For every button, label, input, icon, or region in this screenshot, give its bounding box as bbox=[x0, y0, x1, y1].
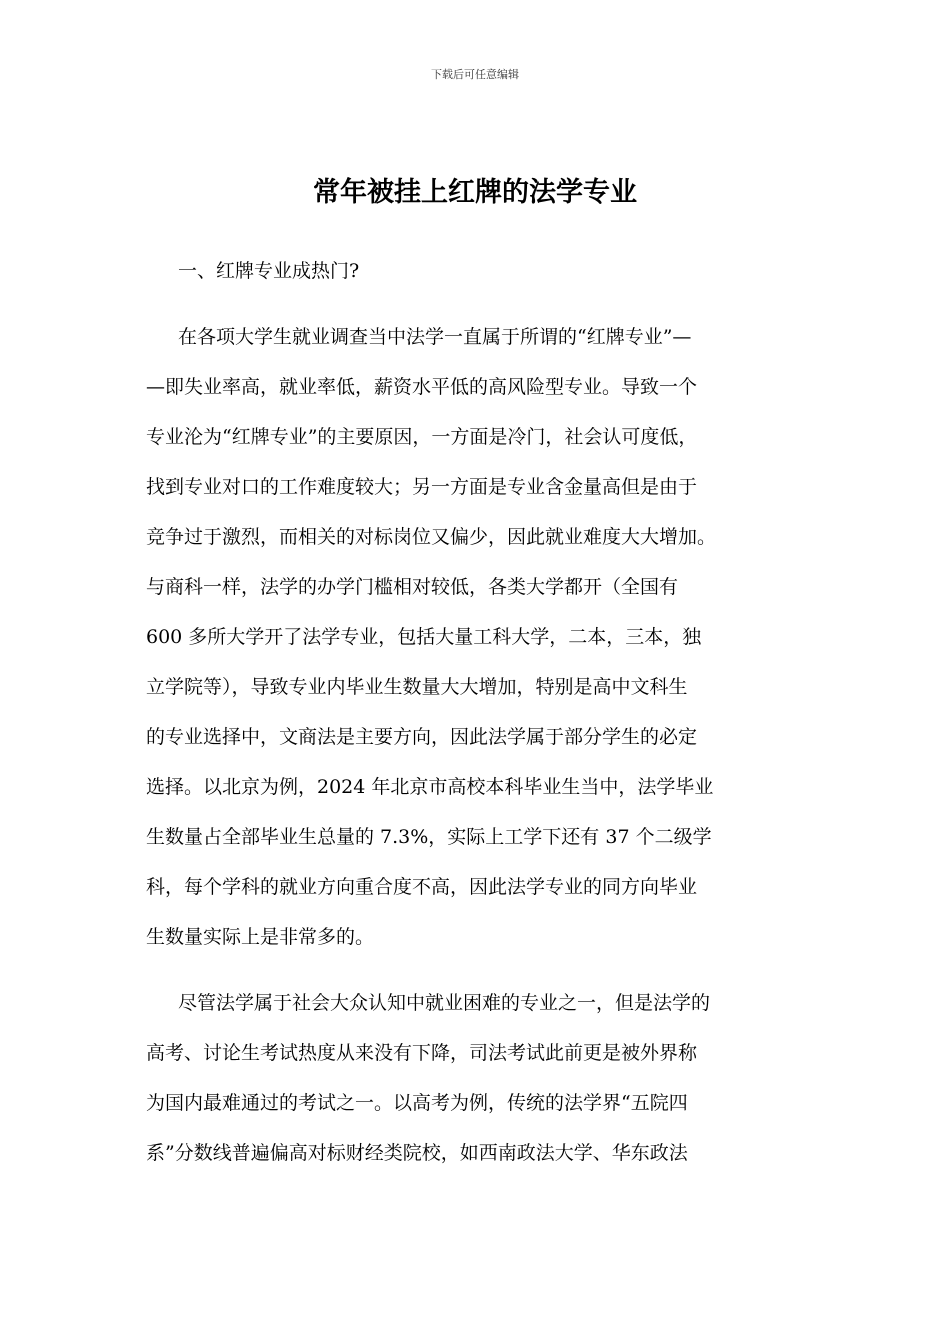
paragraph-line: 选择。以北京为例，2024 年北京市高校本科毕业生当中，法学毕业 bbox=[146, 776, 714, 798]
paragraph-line: 系”分数线普遍偏高对标财经类院校，如西南政法大学、华东政法 bbox=[146, 1142, 688, 1164]
paragraph-line: 专业沦为“红牌专业”的主要原因，一方面是冷门，社会认可度低， bbox=[146, 426, 698, 448]
paragraph-line: 600 多所大学开了法学专业，包括大量工科大学，二本，三本，独 bbox=[146, 626, 702, 648]
paragraph-line: 立学院等），导致专业内毕业生数量大大增加，特别是高中文科生 bbox=[146, 676, 688, 698]
paragraph-line: 与商科一样，法学的办学门槛相对较低，各类大学都开（全国有 bbox=[146, 576, 679, 598]
paragraph-line: 尽管法学属于社会大众认知中就业困难的专业之一，但是法学的 bbox=[178, 992, 711, 1014]
body-paragraph-2 bbox=[146, 988, 806, 1188]
section-heading: 一、红牌专业成热门? bbox=[178, 260, 360, 282]
body-paragraph-1 bbox=[146, 322, 806, 972]
paragraph-line: 生数量占全部毕业生总量的 7.3%，实际上工学下还有 37 个二级学 bbox=[146, 826, 712, 848]
paragraph-line: 生数量实际上是非常多的。 bbox=[146, 926, 375, 948]
paragraph-line: 的专业选择中，文商法是主要方向，因此法学属于部分学生的必定 bbox=[146, 726, 698, 748]
paragraph-line: 在各项大学生就业调查当中法学一直属于所谓的“红牌专业”— bbox=[178, 326, 692, 348]
paragraph-line: 竞争过于激烈，而相关的对标岗位又偏少，因此就业难度大大增加。 bbox=[146, 526, 717, 548]
paragraph-line: 找到专业对口的工作难度较大；另一方面是专业含金量高但是由于 bbox=[146, 476, 698, 498]
paragraph-line: 高考、讨论生考试热度从来没有下降，司法考试此前更是被外界称 bbox=[146, 1042, 698, 1064]
paragraph-line: 为国内最难通过的考试之一。以高考为例，传统的法学界“五院四 bbox=[146, 1092, 688, 1114]
paragraph-line: —即失业率高，就业率低，薪资水平低的高风险型专业。导致一个 bbox=[146, 376, 698, 398]
page-header-note: 下载后可任意编辑 bbox=[431, 68, 519, 81]
paragraph-line: 科，每个学科的就业方向重合度不高，因此法学专业的同方向毕业 bbox=[146, 876, 698, 898]
document-title: 常年被挂上红牌的法学专业 bbox=[313, 177, 637, 208]
